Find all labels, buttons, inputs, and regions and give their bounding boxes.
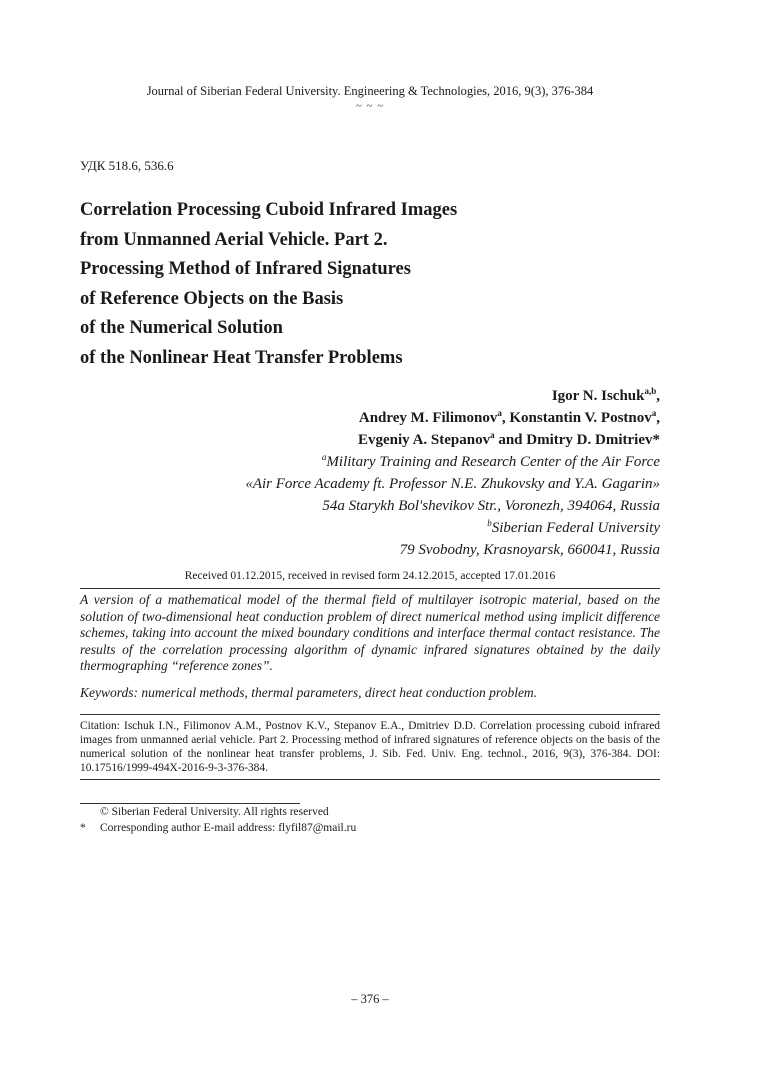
author-name: Dmitry D. Dmitriev* — [526, 432, 660, 448]
title-line: from Unmanned Aerial Vehicle. Part 2. — [80, 229, 388, 250]
page-number: – 376 – — [351, 992, 389, 1006]
author-name: Evgeniy A. Stepanov — [357, 432, 491, 448]
affiliation-line — [245, 517, 660, 539]
author-line — [245, 429, 660, 451]
author-name: Andrey M. Filimonov — [358, 410, 498, 426]
punctuation: , — [656, 410, 660, 426]
author-superscript: a — [497, 408, 502, 418]
title-line: of Reference Objects on the Basis — [80, 288, 344, 309]
footnote-copyright — [80, 806, 329, 818]
conjunction: and — [494, 432, 527, 448]
footnote-divider — [80, 803, 300, 804]
received-dates: Received 01.12.2015, received in revised form 24.12.2015, accepted 17.01.2016 — [184, 570, 556, 582]
author-superscript: a — [490, 430, 495, 440]
title-line: Correlation Processing Cuboid Infrared Images — [80, 200, 458, 220]
affiliation-line — [245, 451, 660, 473]
divider — [80, 779, 660, 780]
udk-code: УДК 518.6, 536.6 — [80, 158, 174, 173]
author-line — [245, 385, 660, 407]
affiliation-line: 54a Starykh Bol'shevikov Str., Voronezh, 394064, Russia — [322, 498, 660, 514]
title-line: of the Nonlinear Heat Transfer Problems — [80, 347, 403, 368]
article-title — [80, 196, 680, 373]
punctuation: , — [501, 410, 510, 426]
affiliation-line: «Air Force Academy ft. Professor N.E. Zhukovsky and Y.A. Gagarin» — [245, 476, 660, 492]
author-superscript: a — [651, 408, 657, 418]
author-line — [245, 407, 660, 429]
title-line: Processing Method of Infrared Signatures — [80, 259, 411, 279]
footnote-corresponding — [80, 822, 356, 834]
title-line: of the Numerical Solution — [80, 318, 283, 338]
punctuation: , — [656, 388, 660, 404]
author-name: Igor N. Ischuk — [551, 388, 645, 404]
divider — [80, 714, 660, 715]
header-separator: ~ ~ ~ — [355, 100, 385, 112]
corresponding-text: Corresponding author E-mail address: flyfil87@mail.ru — [100, 822, 357, 834]
abstract: A version of a mathematical model of the thermal field of multilayer isotropic material, based on the solution of two-dimensional heat conduction problem of direct numerical method using implicit difference schemes, taking into account the mixed boundary conditions and interface thermal contact resistance. The results of the correlation processing algorithm of dynamic infrared signatures obtained by the daily thermographing “reference zones”. — [80, 592, 660, 673]
affiliation-text: Siberian Federal University — [491, 520, 660, 536]
affiliation-text: Military Training and Research Center of the Air Force — [326, 454, 660, 470]
keywords: Keywords: numerical methods, thermal parameters, direct heat conduction problem. — [80, 685, 538, 700]
affiliation-marker: b — [487, 518, 492, 528]
copyright-text: © Siberian Federal University. All rights reserved — [100, 806, 329, 818]
affiliation-marker: a — [321, 452, 327, 462]
authors-block — [245, 385, 660, 561]
footnote-marker: * — [80, 822, 86, 834]
author-superscript: a,b — [644, 386, 657, 396]
divider — [80, 588, 660, 589]
author-name: Konstantin V. Postnov — [509, 410, 652, 426]
affiliation-line: 79 Svobodny, Krasnoyarsk, 660041, Russia — [399, 542, 660, 558]
citation: Citation: Ischuk I.N., Filimonov A.M., Postnov K.V., Stepanov E.A., Dmitriev D.D. Correlation processing cuboid infrared images from unmanned aerial vehicle. Part 2. Processing method of infrared signatures of reference objects on the basis of the numerical solution of the nonlinear heat transfer problems, J. Sib. Fed. Univ. Eng. technol., 2016, 9(3), 376-384. DOI: 10.17516/1999-494X-2016-9-3-376-384. — [80, 720, 660, 774]
journal-header: Journal of Siberian Federal University. Engineering & Technologies, 2016, 9(3), 376-384 — [146, 84, 594, 98]
